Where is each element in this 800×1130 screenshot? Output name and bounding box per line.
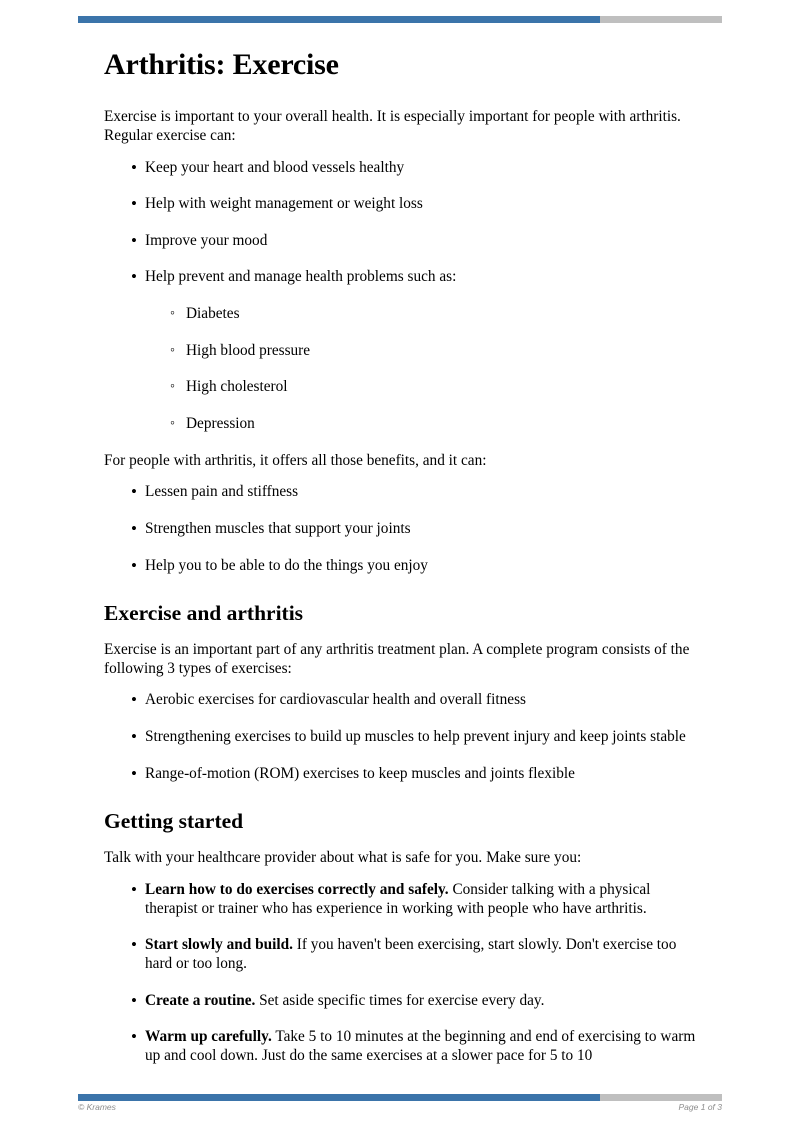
footer-rule-blue-segment	[78, 1094, 600, 1101]
list-item	[104, 483, 699, 502]
list-item-text: Help prevent and manage health problems such as:	[145, 268, 457, 286]
tip-lead-text: Start slowly and build.	[145, 936, 293, 954]
list-item-text: Help with weight management or weight loss	[145, 195, 423, 213]
list-item	[104, 881, 699, 918]
list-item-text: Strengthening exercises to build up muscles to help prevent injury and keep joints stable	[145, 728, 686, 746]
section-heading-exercise-and-arthritis: Exercise and arthritis	[104, 601, 304, 626]
list-item	[104, 1028, 699, 1065]
arthritis-intro-paragraph: For people with arthritis, it offers all those benefits, and it can:	[104, 451, 487, 469]
list-item-text: Improve your mood	[145, 231, 268, 249]
tip-body-text: Set aside specific times for exercise every day.	[255, 991, 545, 1009]
exercise-types-list	[104, 691, 699, 783]
benefits-list	[104, 159, 699, 434]
header-rule	[78, 16, 722, 23]
footer-page-number: Page 1 of 3	[678, 1102, 722, 1112]
tip-body-text: If you haven't been exercising, start slowly. Don't exercise too hard or too long.	[145, 936, 677, 972]
sub-list-item-text: High blood pressure	[186, 341, 311, 359]
sub-list-item	[145, 415, 699, 434]
arthritis-benefits-list	[104, 483, 699, 575]
footer-rule	[78, 1094, 722, 1101]
list-item	[104, 992, 699, 1011]
sub-list-item-text: High cholesterol	[186, 378, 288, 396]
list-item-text: Lessen pain and stiffness	[145, 483, 299, 501]
list-item-text: Keep your heart and blood vessels healthy	[145, 158, 405, 176]
sub-list-item	[145, 342, 699, 361]
getting-started-tips-list	[104, 881, 699, 1066]
tip-lead-text: Learn how to do exercises correctly and safely.	[145, 880, 449, 898]
section-paragraph-getting-started: Talk with your healthcare provider about what is safe for you. Make sure you:	[104, 849, 582, 867]
sub-list-item-text: Diabetes	[186, 305, 240, 323]
page-title: Arthritis: Exercise	[104, 48, 339, 81]
list-item	[104, 557, 699, 576]
spacer	[104, 444, 699, 452]
footer-rule-gray-segment	[600, 1094, 722, 1101]
list-item	[104, 268, 699, 433]
list-item-text: Strengthen muscles that support your joints	[145, 520, 411, 538]
list-item-text: Help you to be able to do the things you enjoy	[145, 556, 428, 574]
header-rule-gray-segment	[600, 16, 722, 23]
list-item-text: Range-of-motion (ROM) exercises to keep muscles and joints flexible	[145, 764, 575, 782]
tip-body-text: Take 5 to 10 minutes at the beginning and end of exercising to warm up and cool down. Just do the same exercises at a slower pace for 5 to 10	[145, 1028, 696, 1064]
list-item	[104, 232, 699, 251]
list-item-text: Aerobic exercises for cardiovascular health and overall fitness	[145, 691, 526, 709]
tip-lead-text: Create a routine.	[145, 991, 256, 1009]
list-item	[104, 159, 699, 178]
section-heading-getting-started: Getting started	[104, 809, 244, 834]
list-item	[104, 765, 699, 784]
page-footer	[78, 1102, 722, 1112]
sub-list-item	[145, 378, 699, 397]
header-rule-blue-segment	[78, 16, 600, 23]
list-item	[104, 728, 699, 747]
sub-list-item	[145, 305, 699, 324]
tip-body-text: Consider talking with a physical therapist or trainer who has experience in working with people who have arthritis.	[145, 880, 651, 917]
footer-copyright: © Krames	[78, 1102, 116, 1112]
list-item	[104, 195, 699, 214]
document-body	[104, 48, 699, 1076]
sub-list-item-text: Depression	[186, 415, 255, 433]
health-problems-sublist	[145, 305, 699, 434]
list-item	[104, 691, 699, 710]
intro-paragraph: Exercise is important to your overall health. It is especially important for people with arthritis. Regular exercise can:	[104, 108, 681, 144]
list-item	[104, 520, 699, 539]
section-paragraph-exercise-and-arthritis: Exercise is an important part of any arthritis treatment plan. A complete program consists of the following 3 types of exercises:	[104, 641, 690, 677]
tip-lead-text: Warm up carefully.	[145, 1028, 272, 1046]
list-item	[104, 936, 699, 973]
